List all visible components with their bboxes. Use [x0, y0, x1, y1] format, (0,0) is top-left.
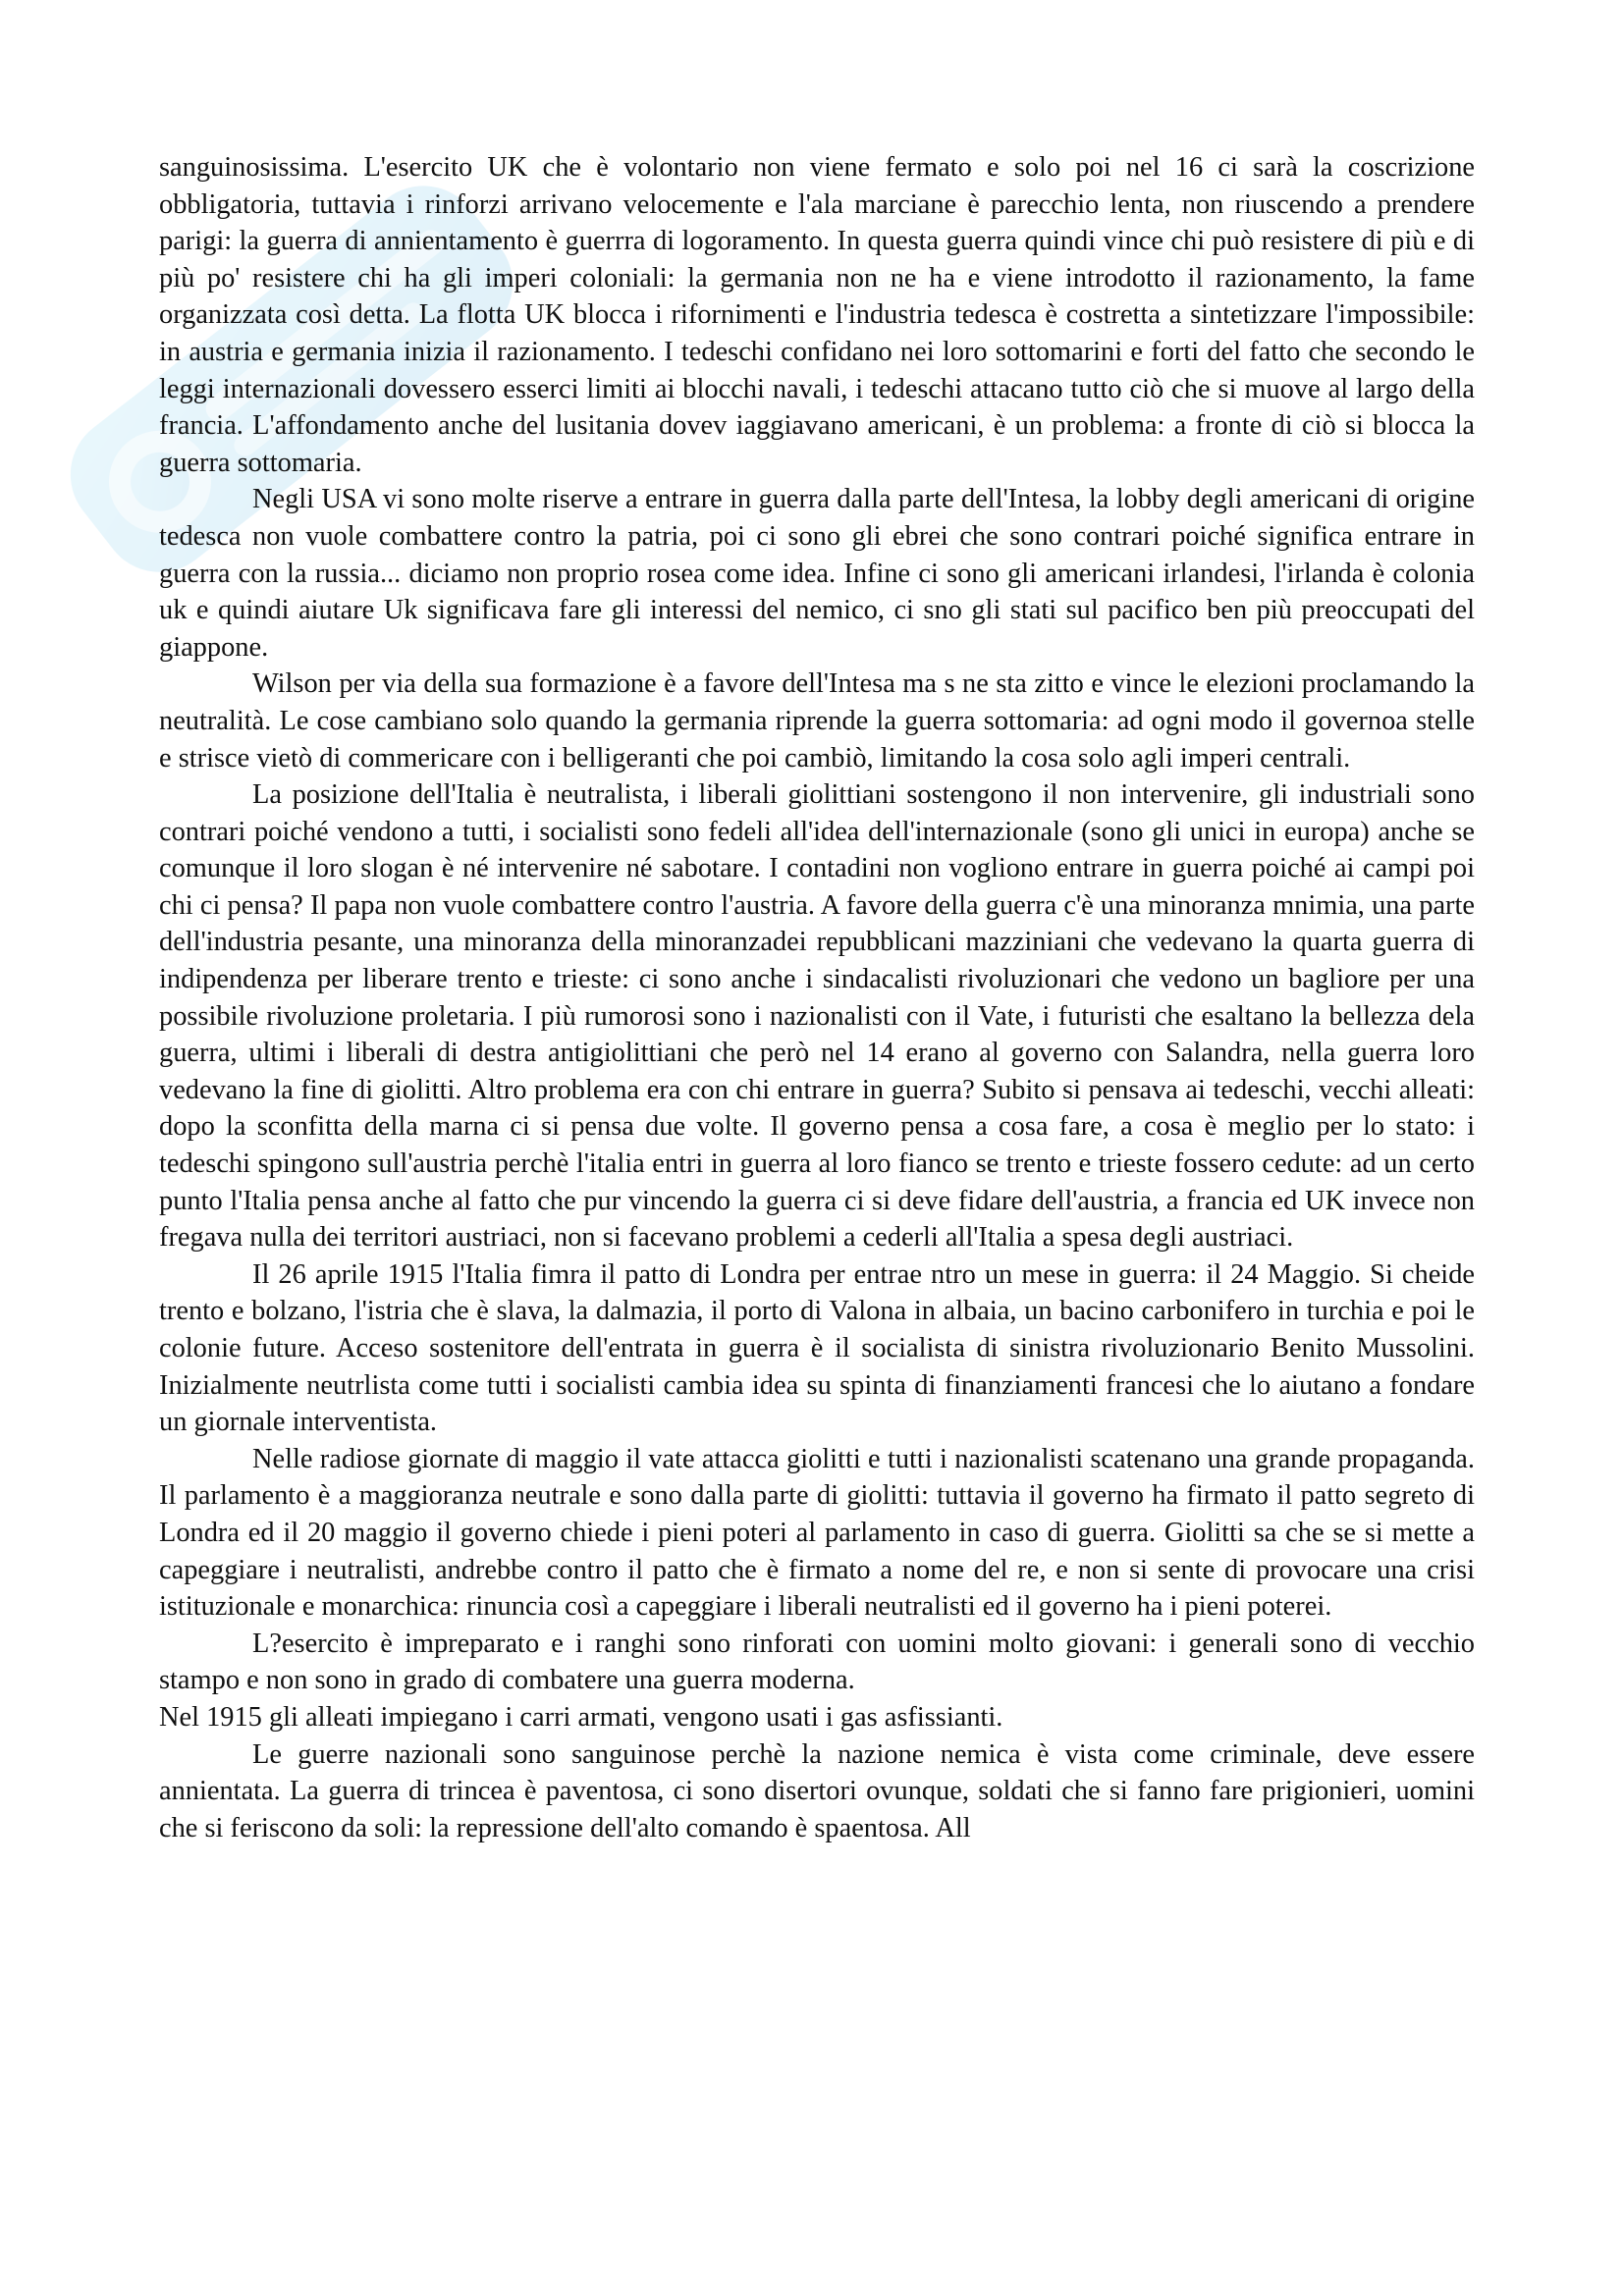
paragraph: Nel 1915 gli alleati impiegano i carri armati, vengono usati i gas asfissianti.	[159, 1701, 1003, 1733]
paragraph: L?esercito è impreparato e i ranghi sono rinforati con uomini molto giovani: i generali sono di vecchio stampo e non sono in grado di combatere una guerra moderna.	[159, 1628, 1475, 1696]
paragraph: Le guerre nazionali sono sanguinose perchè la nazione nemica è vista come criminale, deve essere annientata. La guerra di trincea è paventosa, ci sono disertori ovunque, soldati che si fanno fare prigionieri, uomini che si feriscono da soli: la repressione dell'alto comando è spaentosa. All	[159, 1738, 1475, 1843]
paragraph: La posizione dell'Italia è neutralista, i liberali giolittiani sostengono il non intervenire, gli industriali sono contrari poiché vendono a tutti, i socialisti sono fedeli all'idea dell'internazionale (sono gli unici in europa) anche se comunque il loro slogan è né intervenire né sabotare. I contadini non vogliono entrare in guerra poiché ai campi poi chi ci pensa? Il papa non vuole combattere contro l'austria. A favore della guerra c'è una minoranza mnimia, una parte dell'industria pesante, una minoranza della minoranzadei repubblicani mazziniani che vedevano la quarta guerra di indipendenza per liberare trento e trieste: ci sono anche i sindacalisti rivoluzionari che vedono un bagliore per una possibile rivoluzione proletaria. I più rumorosi sono i nazionalisti con il Vate, i futuristi che esaltano la bellezza dela guerra, ultimi i liberali di destra antigiolittiani che però nel 14 erano al governo con Salandra, nella guerra loro vedevano la fine di giolitti. Altro problema era con chi entrare in guerra? Subito si pensava ai tedeschi, vecchi alleati: dopo la sconfitta della marna ci si pensa due volte. Il governo pensa a cosa fare, a cosa è meglio per lo stato: i tedeschi spingono sull'austria perchè l'italia entri in guerra al loro fianco se trento e trieste fossero cedute: ad un certo punto l'Italia pensa anche al fatto che pur vincendo la guerra ci si deve fidare dell'austria, a francia ed UK invece non fregava nulla dei territori austriaci, non si facevano problemi a cederli all'Italia a spesa degli austriaci.	[159, 779, 1475, 1254]
paragraph: Negli USA vi sono molte riserve a entrare in guerra dalla parte dell'Intesa, la lobby degli americani di origine tedesca non vuole combattere contro la patria, poi ci sono gli ebrei che sono contrari poiché significa entrare in guerra con la russia... diciamo non proprio rosea come idea. Infine ci sono gli americani irlandesi, l'irlanda è colonia uk e quindi aiutare Uk significava fare gli interessi del nemico, ci sno gli stati sul pacifico ben più preoccupati del giappone.	[159, 484, 1475, 663]
document-body	[159, 149, 1475, 1846]
paragraph: sanguinosissima. L'esercito UK che è volontario non viene fermato e solo poi nel 16 ci sarà la coscrizione obbligatoria, tuttavia i rinforzi arrivano velocemente e l'ala marciane è parecchio lenta, non riuscendo a prendere parigi: la guerra di annientamento è guerrra di logoramento. In questa guerra quindi vince chi può resistere di più e di più po' resistere chi ha gli imperi coloniali: la germania non ne ha e viene introdotto il razionamento, la fame organizzata così detta. La flotta UK blocca i rifornimenti e l'industria tedesca è costretta a sintetizzare l'impossibile: in austria e germania inizia il razionamento. I tedeschi confidano nei loro sottomarini e forti del fatto che secondo le leggi internazionali dovessero esserci limiti ai blocchi navali, i tedeschi attacano tutto ciò che si muove al largo della francia. L'affondamento anche del lusitania dovev iaggiavano americani, è un problema: a fronte di ciò si blocca la guerra sottomaria.	[159, 152, 1475, 478]
paragraph: Wilson per via della sua formazione è a favore dell'Intesa ma s ne sta zitto e vince le elezioni proclamando la neutralità. Le cose cambiano solo quando la germania riprende la guerra sottomaria: ad ogni modo il governoa stelle e strisce vietò di commericare con i belligeranti che poi cambiò, limitando la cosa solo agli imperi centrali.	[159, 668, 1475, 774]
paragraph: Nelle radiose giornate di maggio il vate attacca giolitti e tutti i nazionalisti scatenano una grande propaganda. Il parlamento è a maggioranza neutrale e sono dalla parte di giolitti: tuttavia il governo ha firmato il patto segreto di Londra ed il 20 maggio il governo chiede i pieni poteri al parlamento in caso di guerra. Giolitti sa che se si mette a capeggiare i neutralisti, andrebbe contro il patto che è firmato a nome del re, e non si sente di provocare una crisi istituzionale e monarchica: rinuncia così a capeggiare i liberali neutralisti ed il governo ha i pieni poterei.	[159, 1443, 1475, 1623]
paragraph: Il 26 aprile 1915 l'Italia fimra il patto di Londra per entrae ntro un mese in guerra: il 24 Maggio. Si cheide trento e bolzano, l'istria che è slava, la dalmazia, il porto di Valona in albaia, un bacino carbonifero in turchia e poi le colonie future. Acceso sostenitore dell'entrata in guerra è il socialista di sinistra rivoluzionario Benito Mussolini. Inizialmente neutrlista come tutti i socialisti cambia idea su spinta di finanziamenti francesi che lo aiutano a fondare un giornale interventista.	[159, 1258, 1475, 1438]
